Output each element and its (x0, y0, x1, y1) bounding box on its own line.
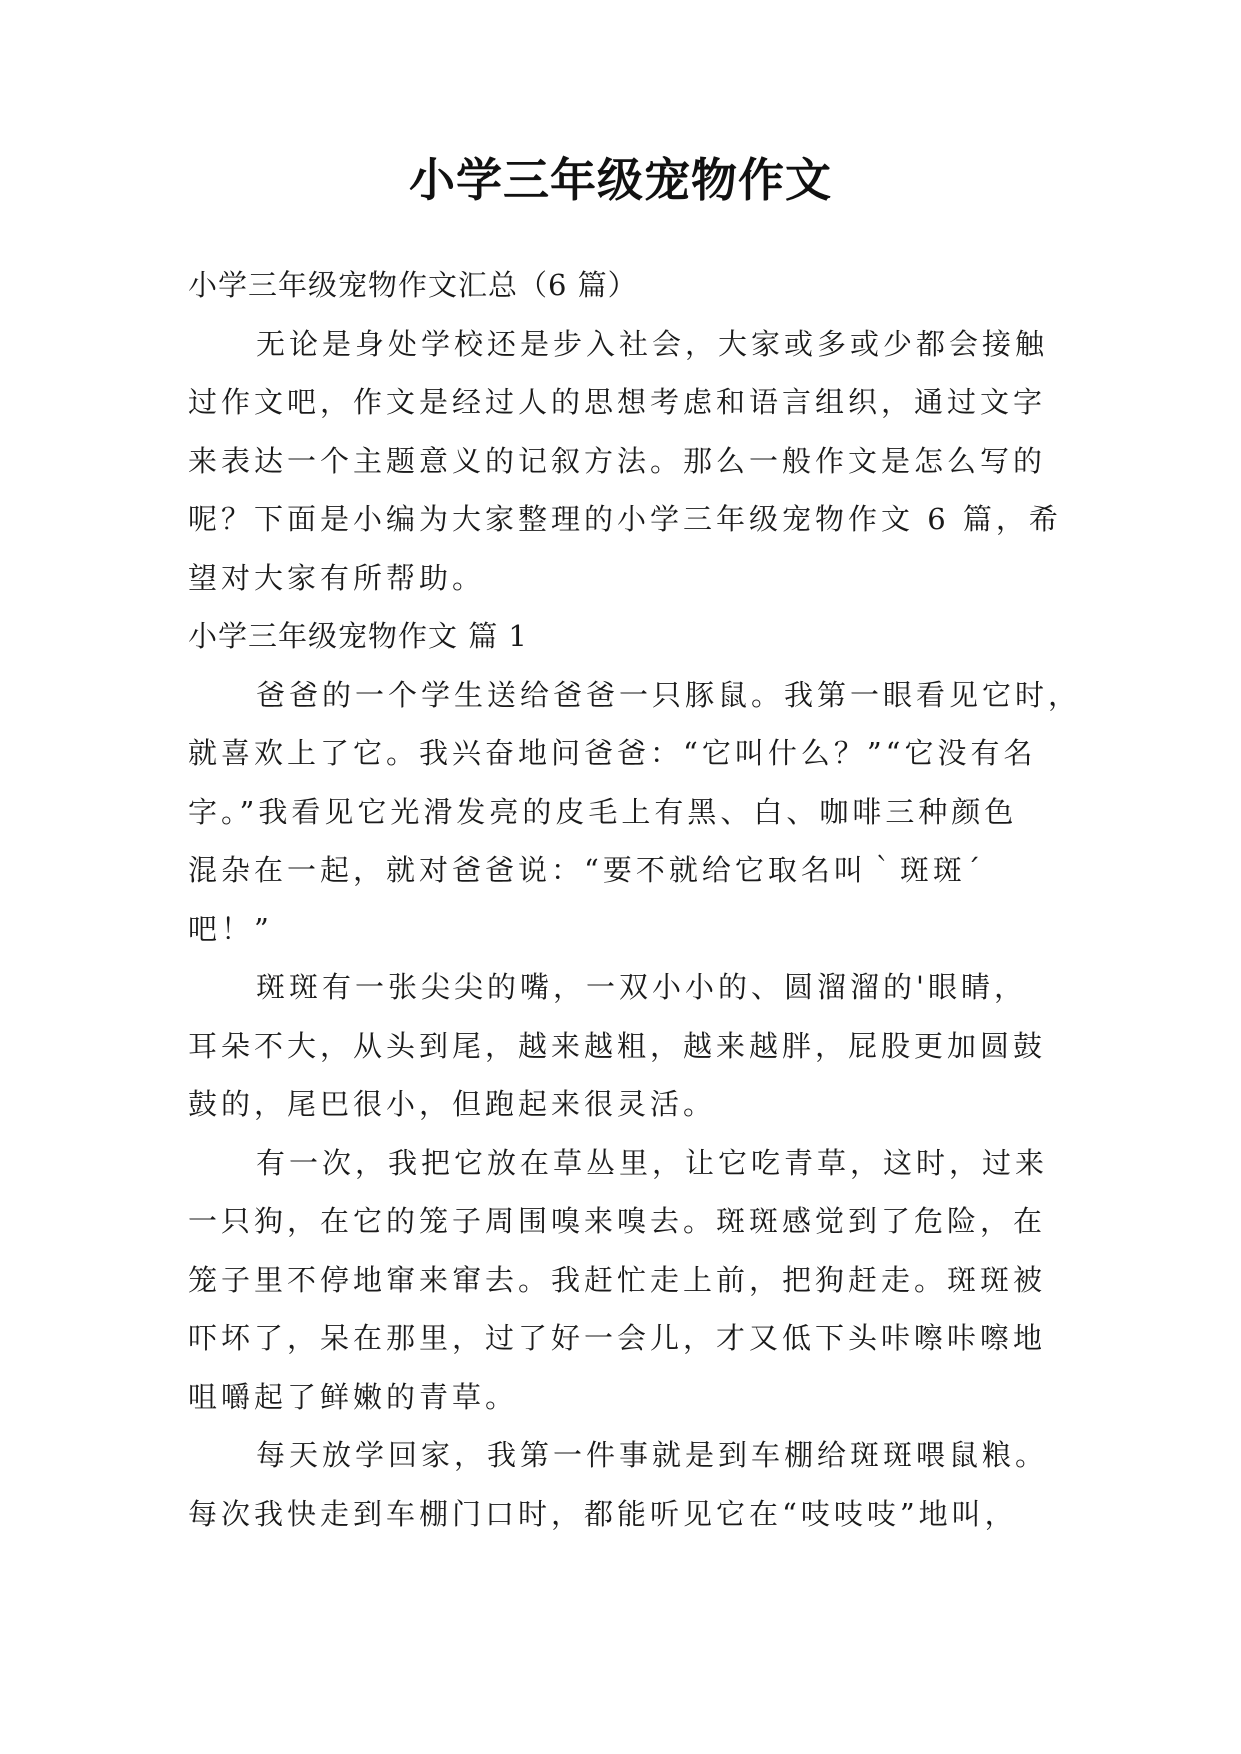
page-title: 小学三年级宠物作文 (409, 153, 832, 207)
text-line: 每次我快走到车棚门口时，都能听见它在“吱吱吱”地叫， (188, 1496, 1018, 1531)
text-line: 字。”我看见它光滑发亮的皮毛上有黑、白、咖啡三种颜色 (188, 794, 1018, 829)
text-line: 无论是身处学校还是步入社会，大家或多或少都会接触 (256, 326, 1049, 361)
text-line: 斑斑有一张尖尖的嘴，一双小小的、圆溜溜的'眼睛， (256, 970, 1027, 1004)
text-line: 就喜欢上了它。我兴奋地问爸爸：“它叫什么？”“它没有名 (188, 736, 1037, 770)
text-line: 吓坏了，呆在那里，过了好一会儿，才又低下头咔嚓咔嚓地 (188, 1321, 1047, 1355)
text-line: 过作文吧，作文是经过人的思想考虑和语言组织，通过文字 (188, 385, 1047, 419)
section-heading: 小学三年级宠物作文 篇 1 (188, 619, 528, 653)
text-line: 鼓的，尾巴很小，但跑起来很灵活。 (188, 1087, 717, 1121)
text-line: 有一次，我把它放在草丛里，让它吃青草，这时，过来 (256, 1145, 1049, 1180)
text-line: 呢？下面是小编为大家整理的小学三年级宠物作文 6 篇，希 (188, 502, 1062, 536)
text-line: 望对大家有所帮助。 (188, 560, 486, 595)
text-line: 吧！” (188, 911, 273, 946)
text-line: 爸爸的一个学生送给爸爸一只豚鼠。我第一眼看见它时， (256, 677, 1082, 712)
text-line: 混杂在一起，就对爸爸说：“要不就给它取名叫｀斑斑´ (188, 853, 985, 887)
text-line: 每天放学回家，我第一件事就是到车棚给斑斑喂鼠粮。 (256, 1438, 1049, 1472)
section-heading: 小学三年级宠物作文汇总（6 篇） (188, 268, 638, 302)
text-line: 咀嚼起了鲜嫩的青草。 (188, 1379, 519, 1414)
text-line: 笼子里不停地窜来窜去。我赶忙走上前，把狗赶走。斑斑被 (188, 1262, 1047, 1297)
text-line: 耳朵不大，从头到尾，越来越粗，越来越胖，屁股更加圆鼓 (188, 1028, 1047, 1063)
document-body (188, 256, 1082, 1543)
text-line: 一只狗，在它的笼子周围嗅来嗅去。斑斑感觉到了危险，在 (188, 1204, 1047, 1238)
text-line: 来表达一个主题意义的记叙方法。那么一般作文是怎么写的 (188, 443, 1047, 478)
